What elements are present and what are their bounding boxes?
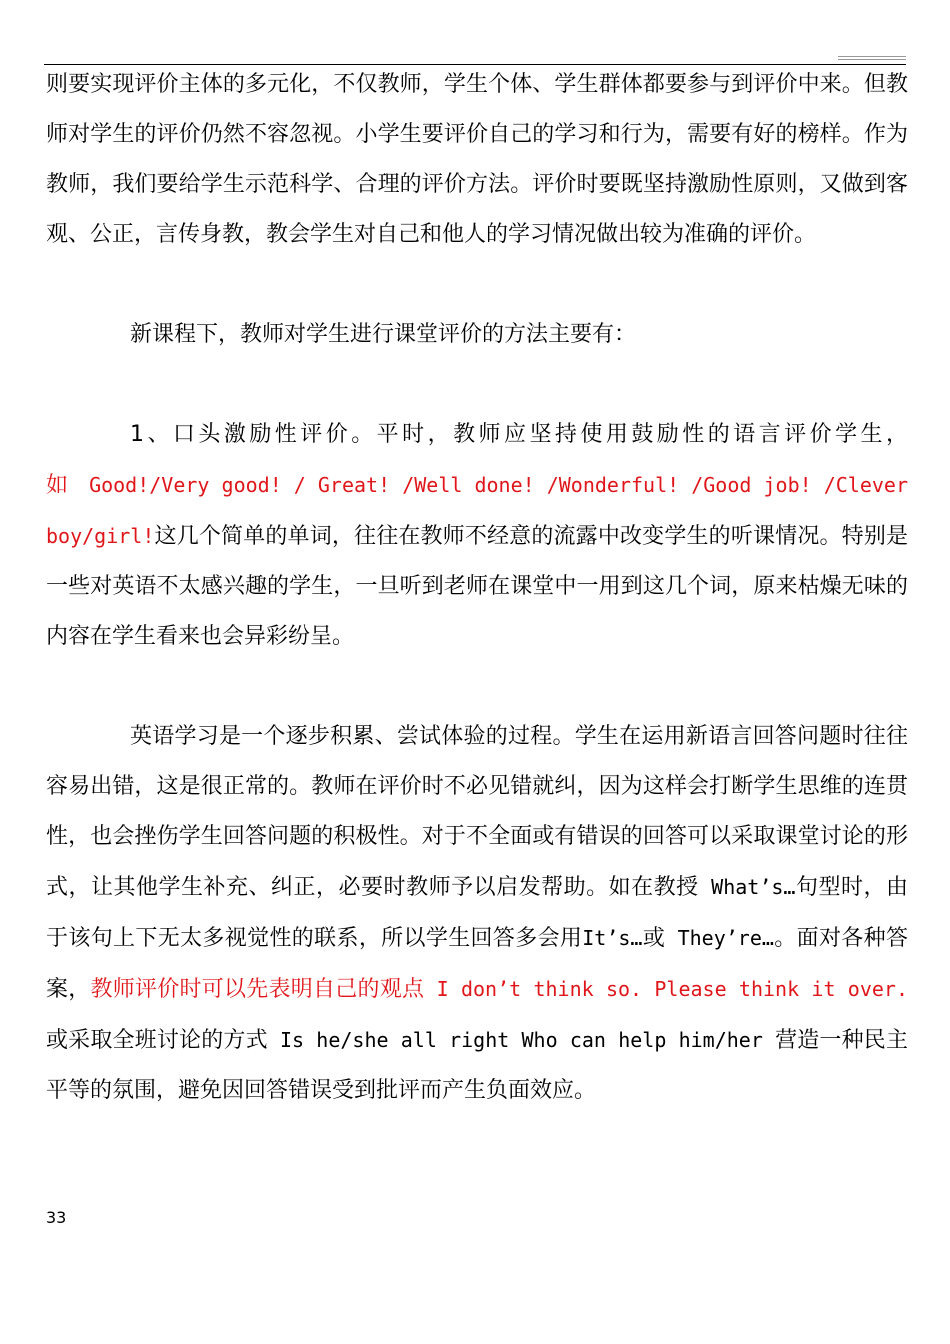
document-body [46,60,908,1116]
paragraph-evaluation-subjects: 则要实现评价主体的多元化，不仅教师，学生个体、学生群体都要参与到评价中来。但教师对学生的评价仍然不容忽视。小学生要评价自己的学习和行为，需要有好的榜样。作为教师，我们要给学生示范科学、合理的评价方法。评价时要既坚持激励性原则，又做到客观、公正，言传身教，教会学生对自己和他人的学习情况做出较为准确的评价。 [46,72,908,247]
error-handling-text-b: 句型时，由于该句上下无太多视觉性的联系，所以学生回答多会用 [46,875,908,951]
teacher-opinion-highlight: 教师评价时可以先表明自己的观点 [90,977,425,1002]
oral-praise-intro: 1、口头激励性评价。平时，教师应坚持使用鼓励性的语言评价学生， [130,422,908,447]
error-handling-text-f: 营造一种民主平等的氛围，避免因回答错误受到批评而产生负面效应。 [46,1028,908,1103]
error-handling-text-a: 英语学习是一个逐步积累、尝试体验的过程。学生在运用新语言回答问题时往往容易出错，这是很正常的。教师在评价时不必见错就纠，因为这样会打断学生思维的连贯性，也会挫伤学生回答问题的积极性。对于不全面或有错误的回答可以采取课堂讨论的形式，让其他学生补充、纠正，必要时教师予以启发帮助。如在教授 [46,724,908,900]
praise-examples: Good!/Very good! / Great! /Well done! /Wonderful! /Good job! /Clever boy/girl! [46,473,908,548]
example-whats: What’s… [698,875,796,899]
teacher-opinion-english: I don’t think so. Please think it over. [424,977,908,1001]
error-handling-text-d: 。面对各种答案， [46,926,908,1002]
page-number: 33 [46,1208,67,1227]
error-handling-text-e: 或采取全班讨论的方式 [46,1028,268,1053]
example-theyre: They’re… [665,926,774,950]
class-discussion-english: Is he/she all right Who can help him/her [267,1028,776,1052]
paragraph-methods-intro: 新课程下，教师对学生进行课堂评价的方法主要有： [130,322,637,347]
praise-ru: 如 [46,473,69,498]
example-its: It’s… [582,926,643,950]
oral-praise-rest: 这几个简单的单词，往往在教师不经意的流露中改变学生的听课情况。特别是一些对英语不太感兴趣的学生，一旦听到老师在课堂中一用到这几个词，原来枯燥无味的内容在学生看来也会异彩纷呈。 [46,524,908,649]
paragraph-error-handling [46,712,908,1116]
paragraph-oral-praise [46,410,908,662]
error-handling-text-c: 或 [642,926,666,951]
